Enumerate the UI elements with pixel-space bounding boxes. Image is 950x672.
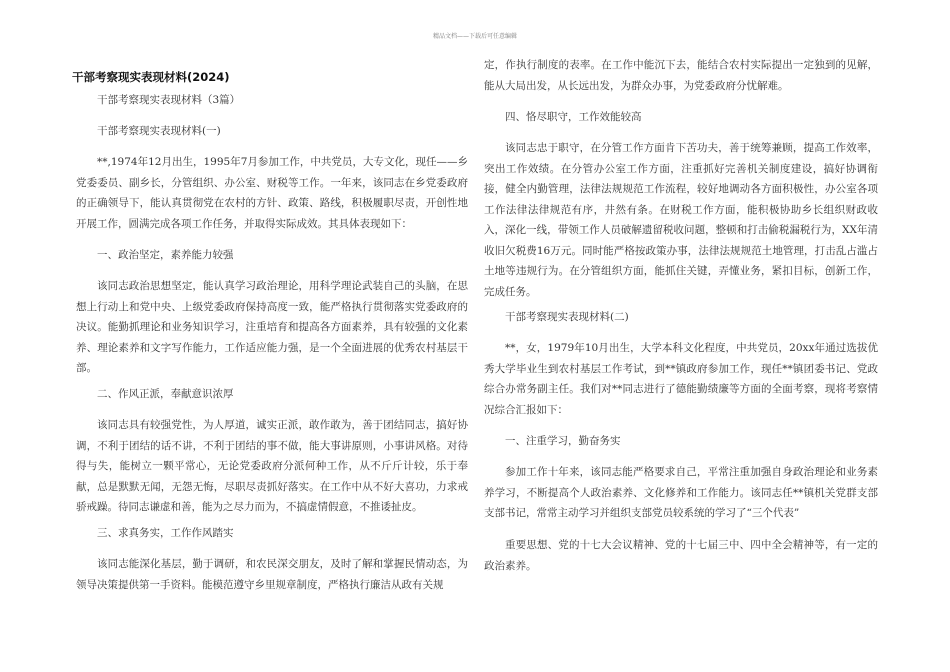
paragraph-study-cont: 重要思想、党的十七大会议精神、党的十七届三中、四中全会精神等，有一定的政治素养。 xyxy=(484,539,878,572)
paragraph-style: 该同志具有较强党性，为人厚道，诚实正派，敢作敢为，善于团结同志，搞好协调，不利于团结的话不讲，不利于团结的事不做，能大事讲原则，小事讲风格。对待得与失，能树立一颗平常心，无论党委政府分派何种工作，从不斤斤计较，乐于奉献，总是默默无闻，无怨无悔，尽职尽责抓好落实。在工作中从不好大喜功，力求戒骄戒躁。待同志谦虚和善，能为之尽力而为，不搞虚情假意，不推诿扯皮。 xyxy=(76,419,468,513)
paragraph-duty: 该同志忠于职守，在分管工作方面肯下苦功夫，善于统筹兼顾，提高工作效率，突出工作效绩。在分管办公室工作方面，注重抓好完善机关制度建设，搞好协调衔接，健全内勤管理，法律法规规范工作流程，较好地调动各方面积极性，办公室各项工作法律法律规范有序，井然有条。在财税工作方面，能积极协助乡长组织财政收入，深化一线，带领工作人员破解遗留税收问题，整顿和打击偷税漏税行为，XX年清收旧欠税费16万元。同时能严格按政策办事，法律法规规范土地管理，打击乱占滥占土地等违规行为。在分管组织方面，能抓住关键，弄懂业务，紧扣目标，创新工作，完成任务。 xyxy=(484,142,878,298)
paragraph-politics: 该同志政治思想坚定，能认真学习政治理论，用科学理论武装自己的头脑，在思想上行动上和党中央、上级党委政府保持高度一致，能严格执行贯彻落实党委政府的决议。能勤抓理论和业务知识学习，注重培育和提高各方面素养，具有较强的文化素养、理论素养和文字写作能力，工作适应能力强，是一个全面进展的优秀农村基层干部。 xyxy=(76,280,468,374)
document-title: 干部考察现实表现材料(2024) xyxy=(72,70,230,84)
section-heading-2: 干部考察现实表现材料(二) xyxy=(505,311,629,323)
paragraph-study: 参加工作十年来，该同志能严格要求自己，平常注重加强自身政治理论和业务素养学习，不断提高个人政治素养、文化修养和工作能力。该同志任**镇机关党群支部支部书记，常常主动学习并组织支部党员较系统的学习了“三个代表” xyxy=(484,466,878,519)
subtitle: 干部考察现实表现材料（3篇） xyxy=(97,94,241,106)
intro-paragraph-2: **，女，1979年10月出生，大学本科文化程度，中共党员，20xx年通过选拔优秀大学毕业生到农村基层工作考试，到**镇政府参加工作，现任**镇团委书记、党政综合办常务副主任。我们对**同志进行了德能勤绩廉等方面的全面考察，现将考察情况综合汇报如下： xyxy=(484,342,878,416)
section-heading-1: 干部考察现实表现材料(一) xyxy=(97,125,221,137)
heading-politics: 一、政治坚定，素养能力较强 xyxy=(97,249,234,261)
heading-duty: 四、恪尽职守，工作效能较高 xyxy=(505,111,642,123)
heading-pragmatic: 三、求真务实，工作作风踏实 xyxy=(97,527,234,539)
paragraph-continued: 定，作执行制度的表率。在工作中能沉下去，能结合农村实际提出一定独到的见解，能从大局出发，从长远出发，为群众办事，为党委政府分忧解难。 xyxy=(484,59,878,92)
heading-style: 二、作风正派，奉献意识浓厚 xyxy=(97,388,234,400)
header-note: 精品文档——下载后可任意编辑 xyxy=(432,33,517,40)
heading-study: 一、注重学习，勤奋务实 xyxy=(505,435,621,447)
intro-paragraph: **,1974年12月出生，1995年7月参加工作，中共党员，大专文化，现任——乡党委委员、副乡长，分管组织、办公室、财税等工作。一年来，该同志在乡党委政府的正确领导下，能认真贯彻党在农村的方针、政策、路线，积极履职尽责，开创性地开展工作，圆满完成各项工作任务，并取得实际成效。其具体表现如下： xyxy=(76,156,468,230)
paragraph-pragmatic: 该同志能深化基层，勤于调研，和农民深交朋友，及时了解和掌握民情动态，为领导决策提供第一手资料。能模范遵守乡里规章制度，严格执行廉洁从政有关规 xyxy=(76,558,468,591)
